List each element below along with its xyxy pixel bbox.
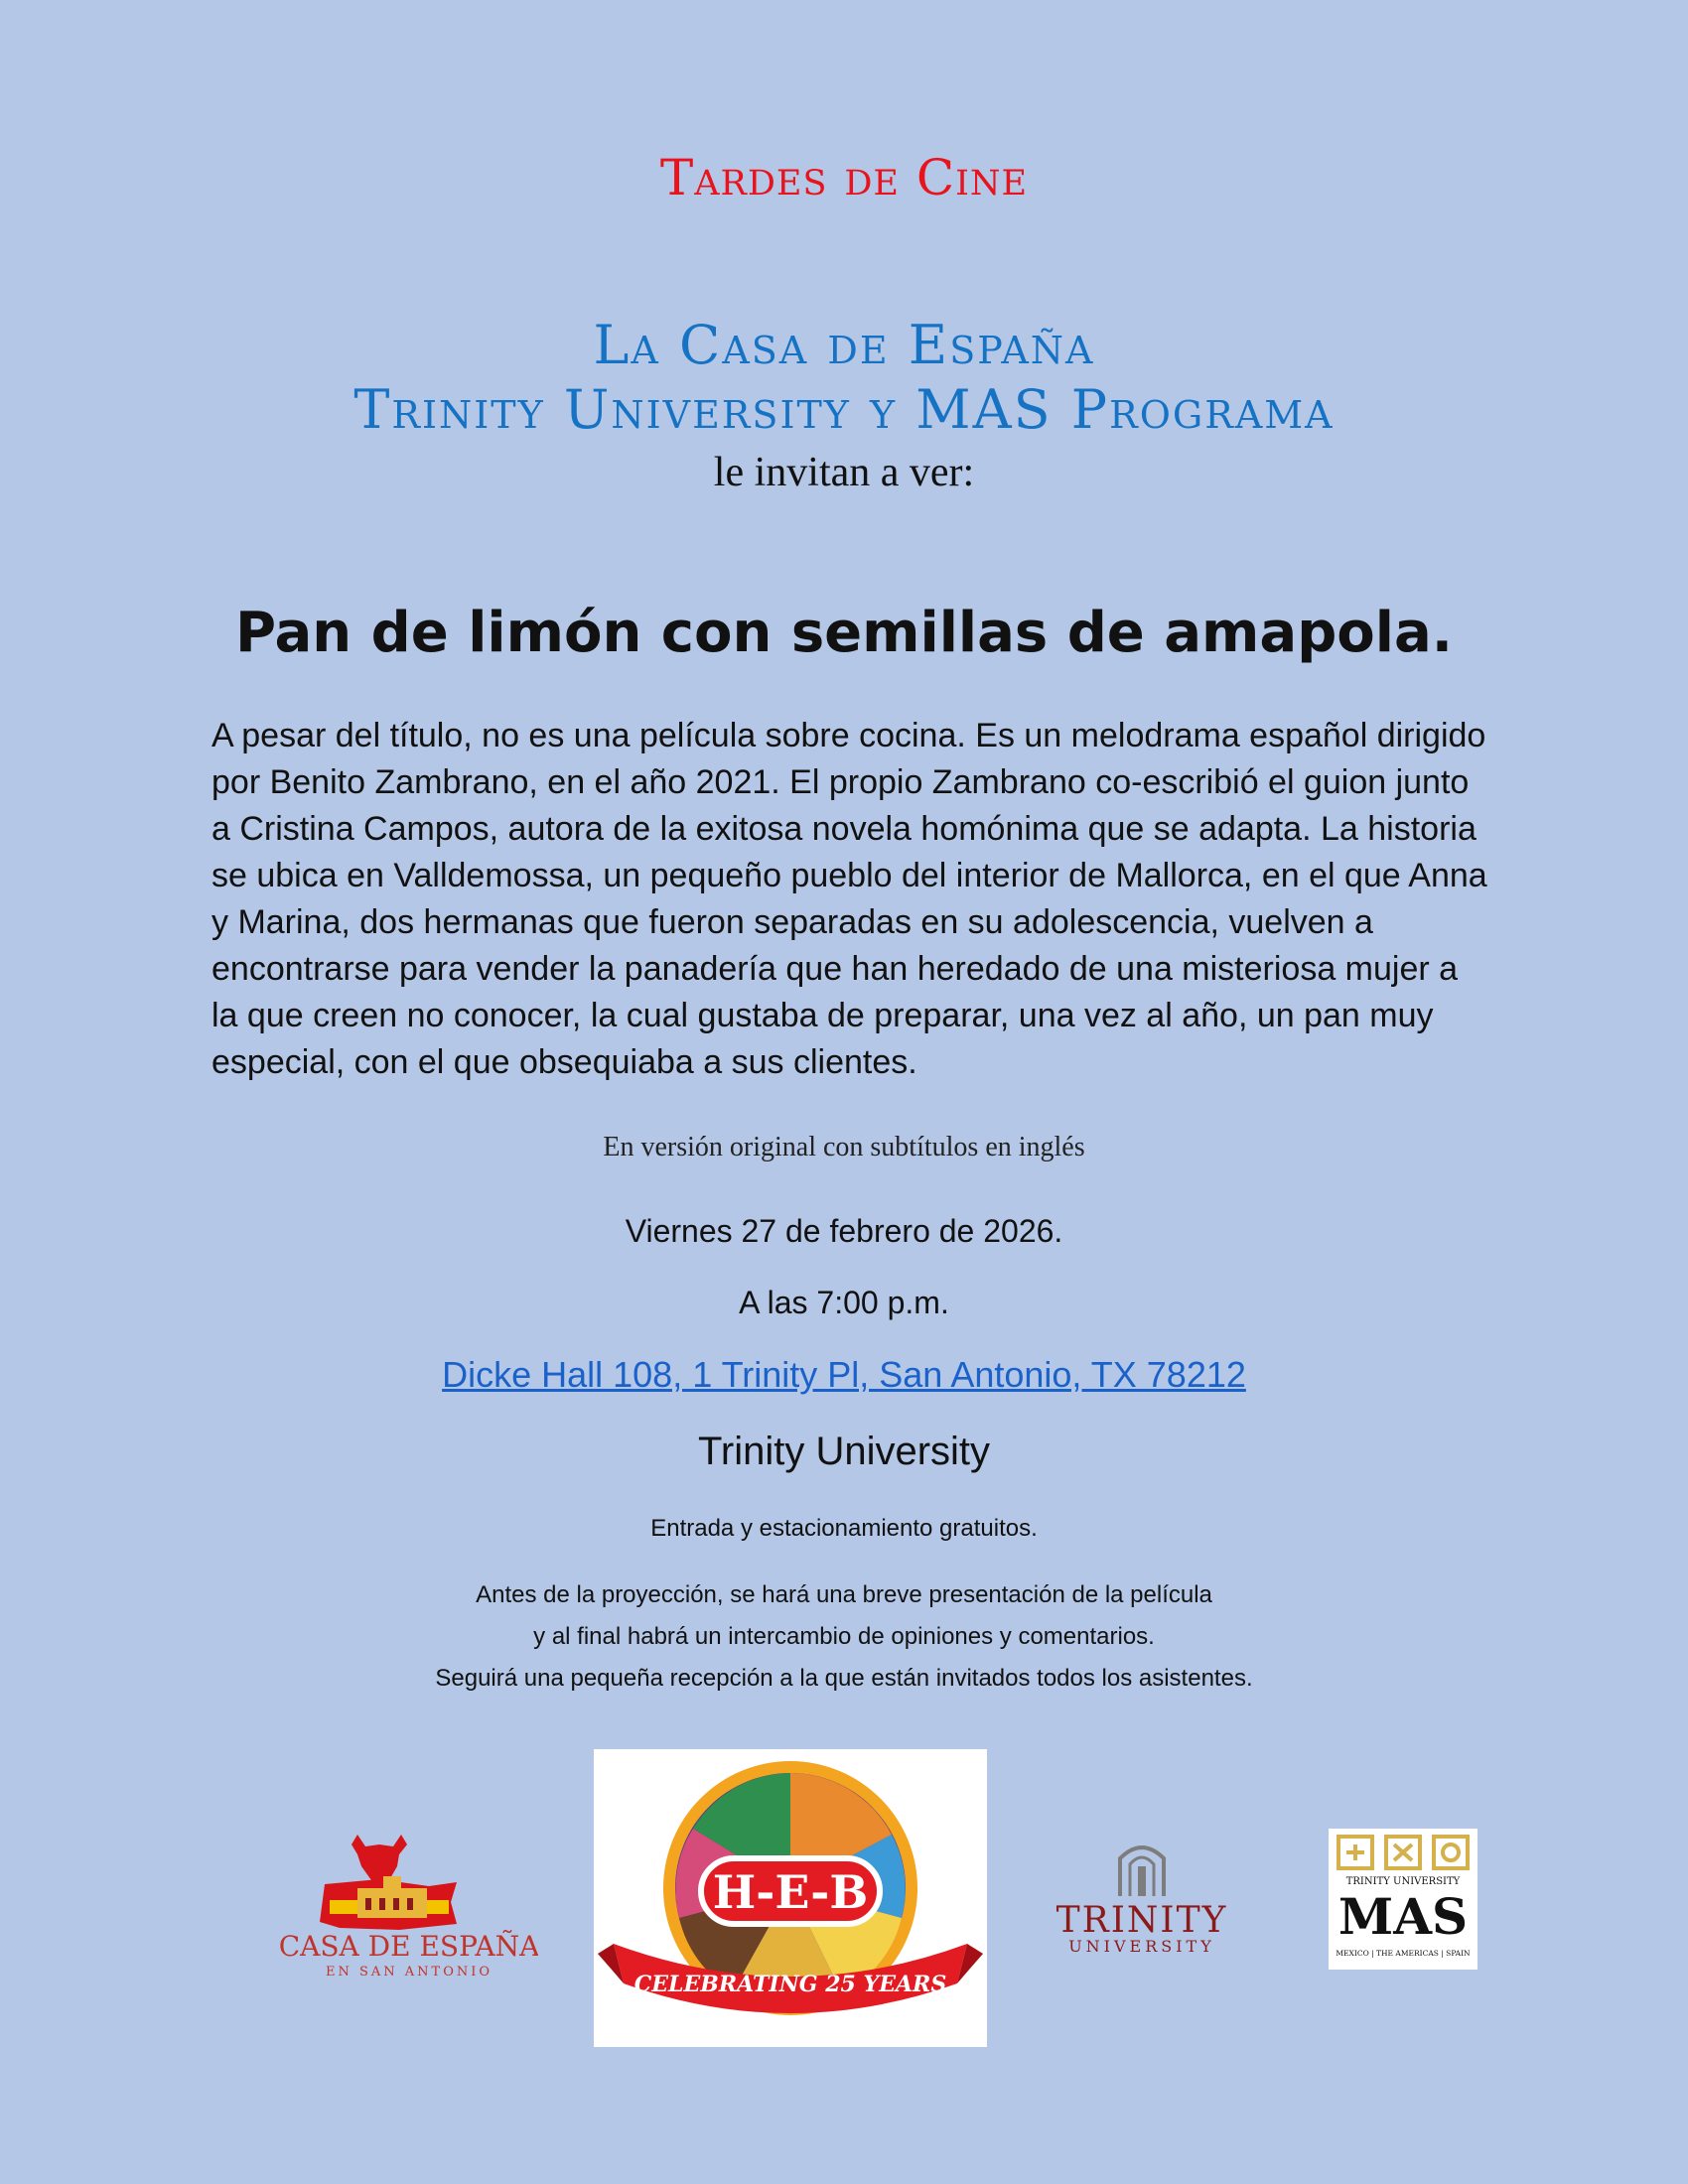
mas-logo-top: TRINITY UNIVERSITY	[1345, 1876, 1461, 1887]
film-synopsis: A pesar del título, no es una película sobre cocina. Es un melodrama español dirigido por Benito Zambrano, en el año 2021. El propio Zambrano co-escribió el guion junto a Cristina Campos, autora de la exitosa novela homónima que se adapta. La historia se ubica en Valldemossa, un pequeño pueblo del interior de Mallorca, en el que Anna y Marina, dos hermanas que fueron separadas en su adolescencia, vuelven a encontrarse para vender la panadería que han heredado de una misteriosa mujer a la que creen no conocer, la cual gustaba de preparar, una vez al año, un pan muy especial, con el que obsequiaba a sus clientes.	[211, 717, 1487, 1081]
mas-logo-name: MAS	[1337, 1887, 1469, 1946]
invite-text: le invitan a ver:	[713, 450, 975, 495]
event-notes	[0, 1574, 1688, 1700]
trinity-university-logo	[1023, 1837, 1261, 1966]
trinity-tower-icon	[1023, 1837, 1261, 1966]
casa-logo-name: CASA DE ESPAÑA	[280, 1930, 538, 1963]
mas-program-logo	[1329, 1829, 1477, 1970]
heb-banner-text: CELEBRATING 25 YEARS	[633, 1972, 947, 1997]
series-title: Tardes de Cine	[659, 149, 1029, 206]
organizer-line-2: Trinity University y MAS Programa	[353, 378, 1335, 441]
trinity-logo-name: TRINITY	[1055, 1900, 1228, 1941]
admission-note: Entrada y estacionamiento gratuitos.	[650, 1515, 1038, 1542]
address-link[interactable]	[0, 1354, 1688, 1396]
event-note-line: Antes de la proyección, se hará una breve presentación de la película	[476, 1581, 1212, 1608]
mas-glyph-icon	[1329, 1829, 1477, 1970]
heb-anniversary-logo	[594, 1749, 987, 2047]
casa-de-espana-logo	[280, 1825, 538, 1983]
venue-name: Trinity University	[697, 1430, 991, 1473]
film-title: Pan de limón con semillas de amapola.	[234, 601, 1454, 665]
bull-flag-icon	[280, 1825, 538, 1983]
event-time: A las 7:00 p.m.	[739, 1285, 949, 1320]
address-link-text[interactable]: Dicke Hall 108, 1 Trinity Pl, San Antonio, TX 78212	[442, 1354, 1246, 1395]
casa-logo-sub: EN SAN ANTONIO	[325, 1965, 493, 1979]
mas-logo-sub: MEXICO | THE AMERICAS | SPAIN	[1336, 1949, 1471, 1958]
heb-emblem-icon	[594, 1749, 987, 2047]
event-note-line: Seguirá una pequeña recepción a la que están invitados todos los asistentes.	[435, 1665, 1253, 1692]
event-note-line: y al final habrá un intercambio de opiniones y comentarios.	[533, 1623, 1155, 1650]
organizer-line-1: La Casa de España	[593, 314, 1095, 376]
event-date: Viernes 27 de febrero de 2026.	[625, 1213, 1063, 1249]
heb-logo-name: H-E-B	[712, 1865, 869, 1919]
version-note: En versión original con subtítulos en inglés	[603, 1132, 1085, 1162]
trinity-logo-sub: UNIVERSITY	[1068, 1937, 1215, 1956]
